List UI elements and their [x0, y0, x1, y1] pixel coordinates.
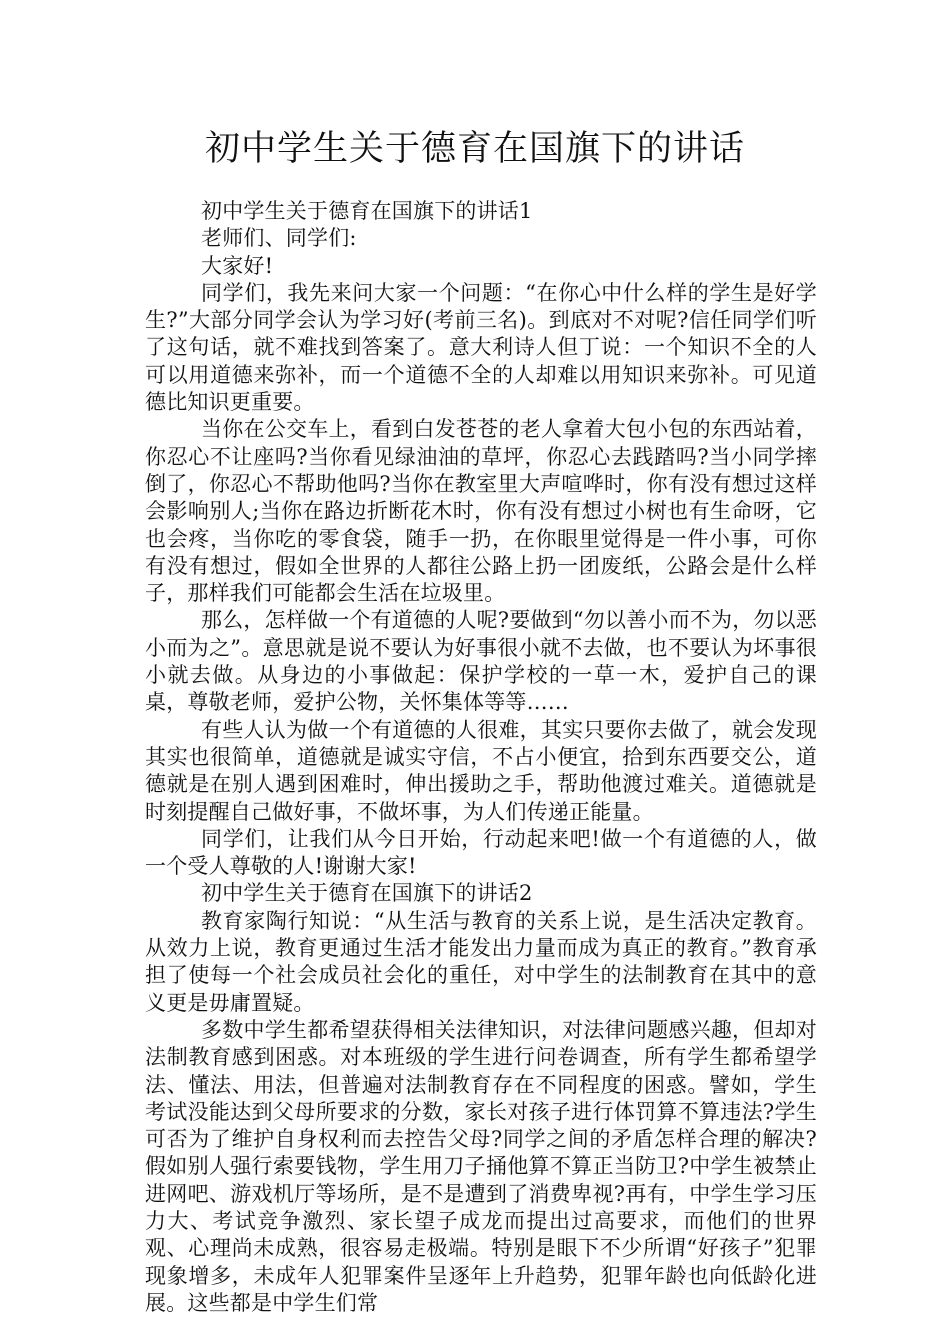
paragraph: 多数中学生都希望获得相关法律知识，对法律问题感兴趣，但却对法制教育感到困惑。对本班级的学生进行问卷调查，所有学生都希望学法、懂法、用法，但普遍对法制教育存在不同程度的困惑。譬如，学生考试没能达到父母所要求的分数，家长对孩子进行体罚算不算违法?学生可否为了维护自身权利而去控告父母?同学之间的矛盾怎样合理的解决?假如别人强行索要钱物，学生用刀子捅他算不算正当防卫?中学生被禁止进网吧、游戏机厅等场所，是不是遭到了消费卑视?再有，中学生学习压力大、考试竞争激烈、家长望子成龙而提出过高要求，而他们的世界观、心理尚未成熟，很容易走极端。特别是眼下不少所谓“好孩子”犯罪现象增多，未成年人犯罪案件呈逐年上升趋势，犯罪年龄也向低龄化进展。这些都是中学生们常	[145, 1017, 817, 1315]
greeting-line: 老师们、同学们:	[201, 226, 357, 251]
section-heading: 初中学生关于德育在国旗下的讲话1	[201, 199, 533, 223]
paragraph: 同学们，让我们从今日开始，行动起来吧!做一个有道德的人，做一个受人尊敬的人!谢谢大家!	[145, 826, 817, 879]
paragraph: 有些人认为做一个有道德的人很难，其实只要你去做了，就会发现其实也很简单，道德就是诚实守信，不占小便宜，拾到东西要交公，道德就是在别人遇到困难时，伸出援助之手，帮助他渡过难关。道德就是时刻提醒自己做好事，不做坏事，为人们传递正能量。	[145, 717, 817, 824]
paragraph: 同学们，我先来问大家一个问题：“在你心中什么样的学生是好学生?”大部分同学会认为学习好(考前三名)。到底对不对呢?信任同学们听了这句话，就不难找到答案了。意大利诗人但丁说：一个知识不全的人可以用道德来弥补，而一个道德不全的人却难以用知识来弥补。可见道德比知识更重要。	[145, 280, 817, 415]
paragraph: 当你在公交车上，看到白发苍苍的老人拿着大包小包的东西站着，你忍心不让座吗?当你看见绿油油的草坪，你忍心去践踏吗?当小同学摔倒了，你忍心不帮助他吗?当你在教室里大声喧哗时，你有没有想过这样会影响别人;当你在路边折断花木时，你有没有想过小树也有生命呀，它也会疼，当你吃的零食袋，随手一扔，在你眼里觉得是一件小事，可你有没有想过，假如全世界的人都往公路上扔一团废纸，公路会是什么样子，那样我们可能都会生活在垃圾里。	[145, 417, 817, 606]
section-heading: 初中学生关于德育在国旗下的讲话2	[201, 881, 533, 906]
hello-line: 大家好!	[201, 253, 274, 278]
paragraph: 教育家陶行知说：“从生活与教育的关系上说，是生活决定教育。从效力上说，教育更通过生活才能发出力量而成为真正的教育。”教育承担了使每一个社会成员社会化的重任，对中学生的法制教育在其中的意义更是毋庸置疑。	[145, 908, 817, 1015]
document-title: 初中学生关于德育在国旗下的讲话	[204, 129, 745, 169]
paragraph: 那么，怎样做一个有道德的人呢?要做到“勿以善小而不为，勿以恶小而为之”。意思就是说不要认为好事很小就不去做，也不要认为坏事很小就去做。从身边的小事做起：保护学校的一草一木，爱护自己的课桌，尊敬老师，爱护公物，关怀集体等等……	[145, 608, 817, 715]
document-body	[145, 198, 817, 1317]
